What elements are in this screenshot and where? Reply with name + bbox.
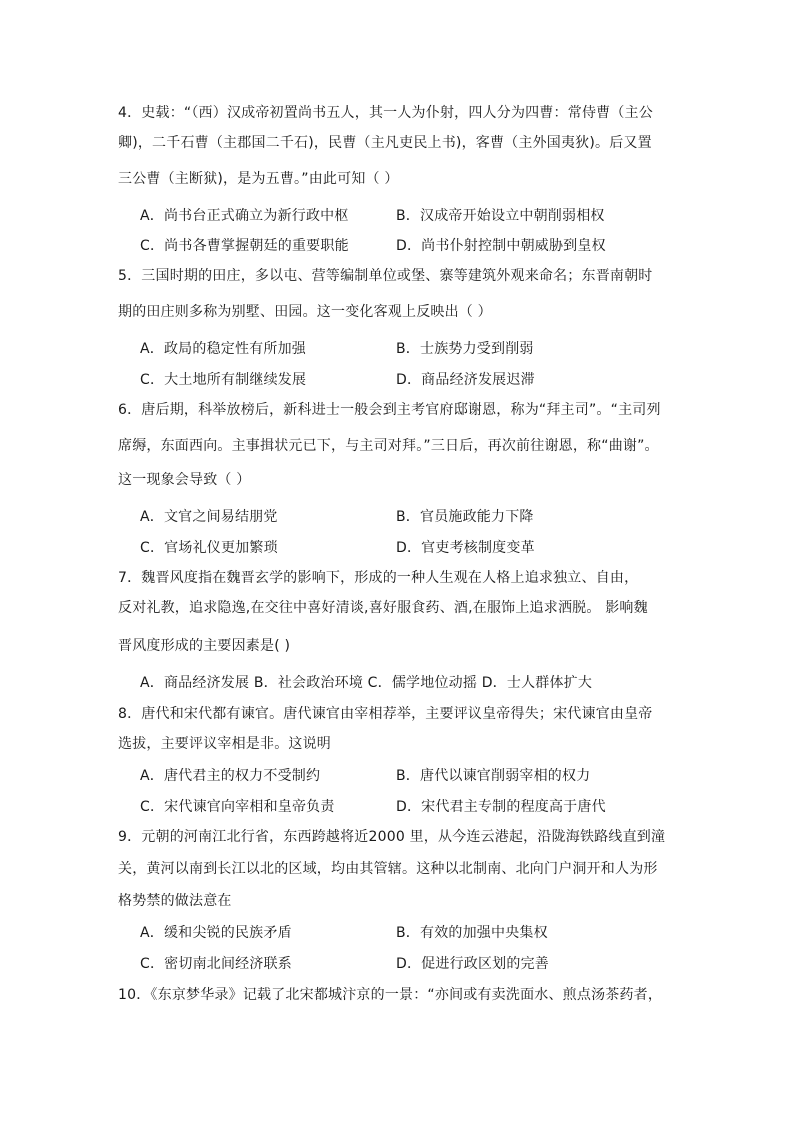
q8-option-b[interactable]: B．唐代以谏官削弱宰相的权力 (396, 768, 591, 784)
q10-line-1: 10．《东京梦华录》记载了北宋都城汴京的一景：“亦间或有卖洗面水、煎点汤茶药者， (118, 987, 663, 1003)
q6-option-b[interactable]: B．官员施政能力下降 (396, 509, 534, 525)
q5-option-b[interactable]: B．士族势力受到削弱 (396, 341, 534, 357)
q8-option-c[interactable]: C．宋代谏官向宰相和皇帝负责 (140, 799, 335, 815)
q9-option-a[interactable]: A．缓和尖锐的民族矛盾 (140, 925, 292, 941)
q9-option-b[interactable]: B．有效的加强中央集权 (396, 925, 548, 941)
q4-option-d[interactable]: D．尚书仆射控制中朝威胁到皇权 (396, 238, 606, 254)
q4-line-1: 4．史载：“（西）汉成帝初置尚书五人，其一人为仆射，四人分为四曹：常侍曹（主公 (118, 105, 653, 121)
q4-option-c[interactable]: C．尚书各曹掌握朝廷的重要职能 (140, 238, 349, 254)
q8-line-1: 8．唐代和宋代都有谏官。唐代谏官由宰相荐举，主要评议皇帝得失；宋代谏官由皇帝 (118, 706, 653, 722)
q5-option-a[interactable]: A．政局的稳定性有所加强 (140, 341, 306, 357)
q4-option-a[interactable]: A．尚书台正式确立为新行政中枢 (140, 208, 349, 224)
q9-line-1: 9．元朝的河南江北行省，东西跨越将近2000 里，从今连云港起，沿陇海铁路线直到潼 (118, 829, 666, 845)
q8-option-d[interactable]: D．宋代君主专制的程度高于唐代 (396, 799, 606, 815)
q6-option-a[interactable]: A．文官之间易结朋党 (140, 509, 278, 525)
q8-line-2: 选拔，主要评议宰相是非。这说明 (118, 736, 331, 752)
q6-option-c[interactable]: C．官场礼仪更加繁琐 (140, 540, 278, 556)
q5-line-2: 期的田庄则多称为别墅、田园。这一变化客观上反映出（ ） (118, 304, 492, 320)
q4-line-3: 三公曹（主断狱)，是为五曹。”由此可知（ ） (118, 171, 399, 187)
q5-option-c[interactable]: C．大土地所有制继续发展 (140, 372, 307, 388)
q4-line-2: 卿)，二千石曹（主郡国二千石)，民曹（主凡吏民上书)，客曹（主外国夷狄)。后又置 (118, 135, 652, 151)
q6-line-1: 6．唐后期，科举放榜后，新科进士一般会到主考官府邸谢恩，称为“拜主司”。“主司列 (118, 402, 661, 418)
q8-option-a[interactable]: A．唐代君主的权力不受制约 (140, 768, 321, 784)
q9-line-2: 关，黄河以南到长江以北的区域，均由其管辖。这种以北制南、北向门户洞开和人为形 (118, 861, 658, 877)
q5-option-d[interactable]: D．商品经济发展迟滞 (396, 372, 535, 388)
q6-line-3: 这一现象会导致（ ） (118, 472, 251, 488)
q9-option-d[interactable]: D．促进行政区划的完善 (396, 956, 549, 972)
q9-option-c[interactable]: C．密切南北间经济联系 (140, 956, 292, 972)
q9-line-3: 格势禁的做法意在 (118, 893, 232, 909)
q6-option-d[interactable]: D．官吏考核制度变革 (396, 540, 535, 556)
q4-option-b[interactable]: B．汉成帝开始设立中朝削弱相权 (396, 208, 605, 224)
q5-line-1: 5．三国时期的田庄，多以屯、营等编制单位或堡、寨等建筑外观来命名；东晋南朝时 (118, 268, 653, 284)
q6-line-2: 席缛，东面西向。主事揖状元已下，与主司对拜。”三日后，再次前往谢恩，称“曲谢”。 (118, 438, 659, 454)
q7-line-3: 晋风度形成的主要因素是( ) (118, 638, 291, 654)
q7-line-1: 7．魏晋风度指在魏晋玄学的影响下，形成的一种人生观在人格上追求独立、自由， (118, 570, 639, 586)
q7-options[interactable]: A．商品经济发展 B．社会政治环境 C．儒学地位动摇 D．士人群体扩大 (140, 675, 593, 691)
q7-line-2: 反对礼教，追求隐逸,在交往中喜好清谈,喜好服食药、酒,在服饰上追求洒脱。 影响魏 (118, 600, 648, 616)
